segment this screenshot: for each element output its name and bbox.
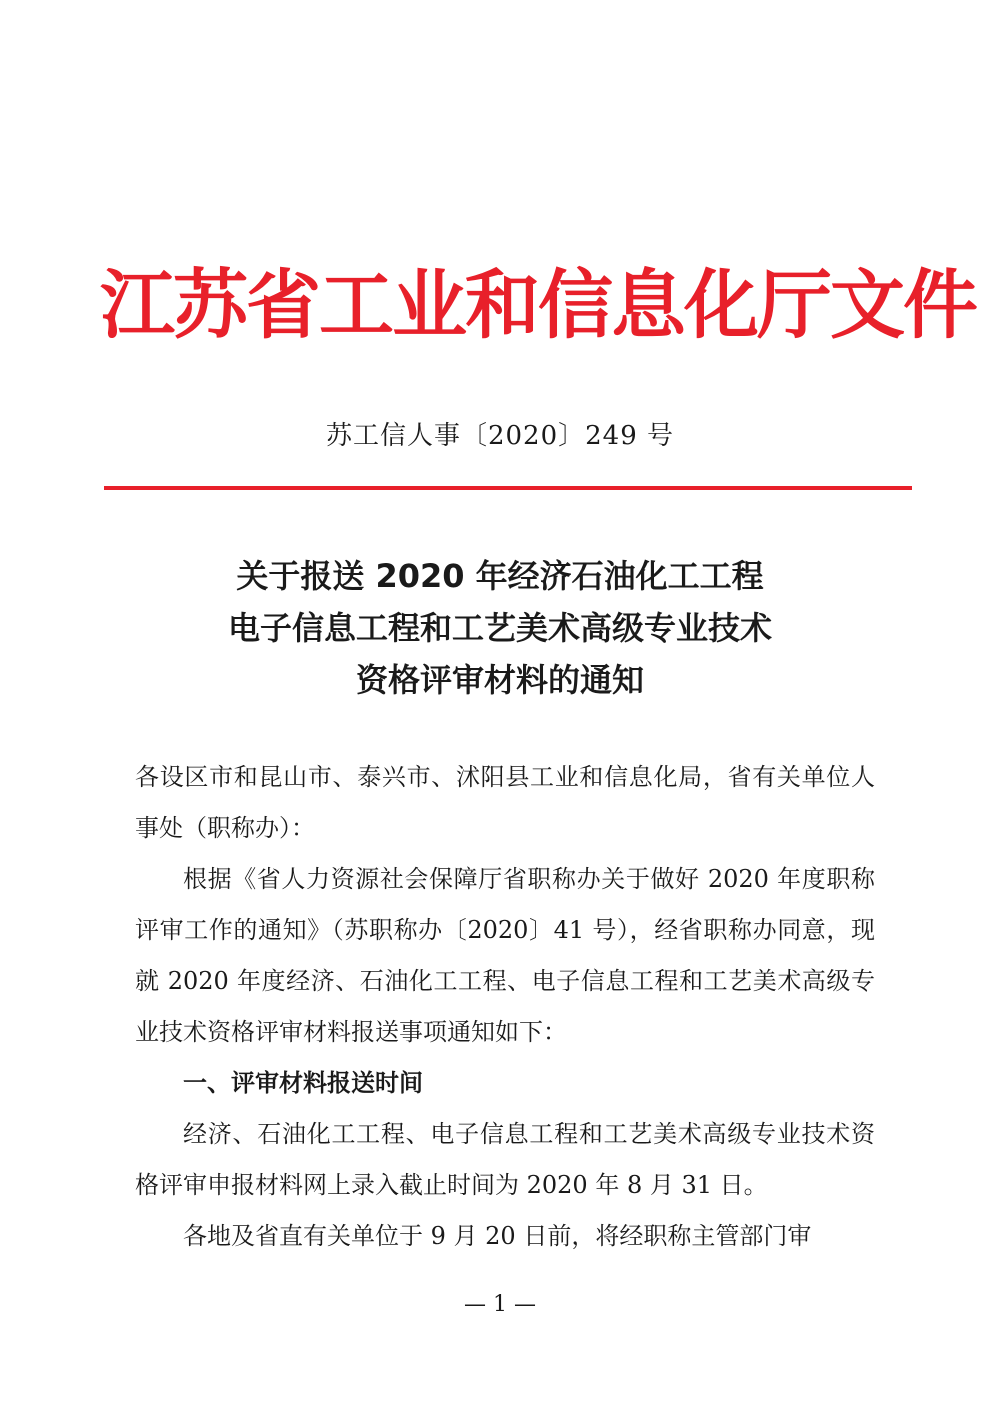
paragraph-basis: 根据《省人力资源社会保障厅省职称办关于做好 2020 年度职称评审工作的通知》（苏职称办〔2020〕41 号），经省职称办同意，现就 2020 年度经济、石油化工工程、电子信息工程和工艺美术高级专业技术资格评审材料报送事项通知如下： [135, 865, 875, 1046]
notice-title-line-1: 关于报送 2020 年经济石油化工工程 [236, 557, 764, 595]
paragraph-deadline: 经济、石油化工工程、电子信息工程和工艺美术高级专业技术资格评审申报材料网上录入截止时间为 2020 年 8 月 31 日。 [135, 1120, 875, 1199]
notice-title-line-3: 资格评审材料的通知 [355, 661, 644, 699]
salutation: 各设区市和昆山市、泰兴市、沭阳县工业和信息化局，省有关单位人事处（职称办）： [135, 763, 875, 842]
paragraph-submission: 各地及省直有关单位于 9 月 20 日前，将经职称主管部门审 [183, 1222, 812, 1250]
notice-title-line-2: 电子信息工程和工艺美术高级专业技术 [227, 609, 772, 647]
notice-title [100, 550, 900, 706]
issuer-title: 江苏省工业和信息化厅文件 [100, 261, 977, 349]
document-number: 苏工信人事〔2020〕249 号 [325, 421, 675, 451]
page-number: — 1 — [464, 1292, 536, 1317]
section-heading-1: 一、评审材料报送时间 [183, 1069, 423, 1097]
red-divider [104, 486, 912, 490]
notice-body [135, 752, 875, 1262]
